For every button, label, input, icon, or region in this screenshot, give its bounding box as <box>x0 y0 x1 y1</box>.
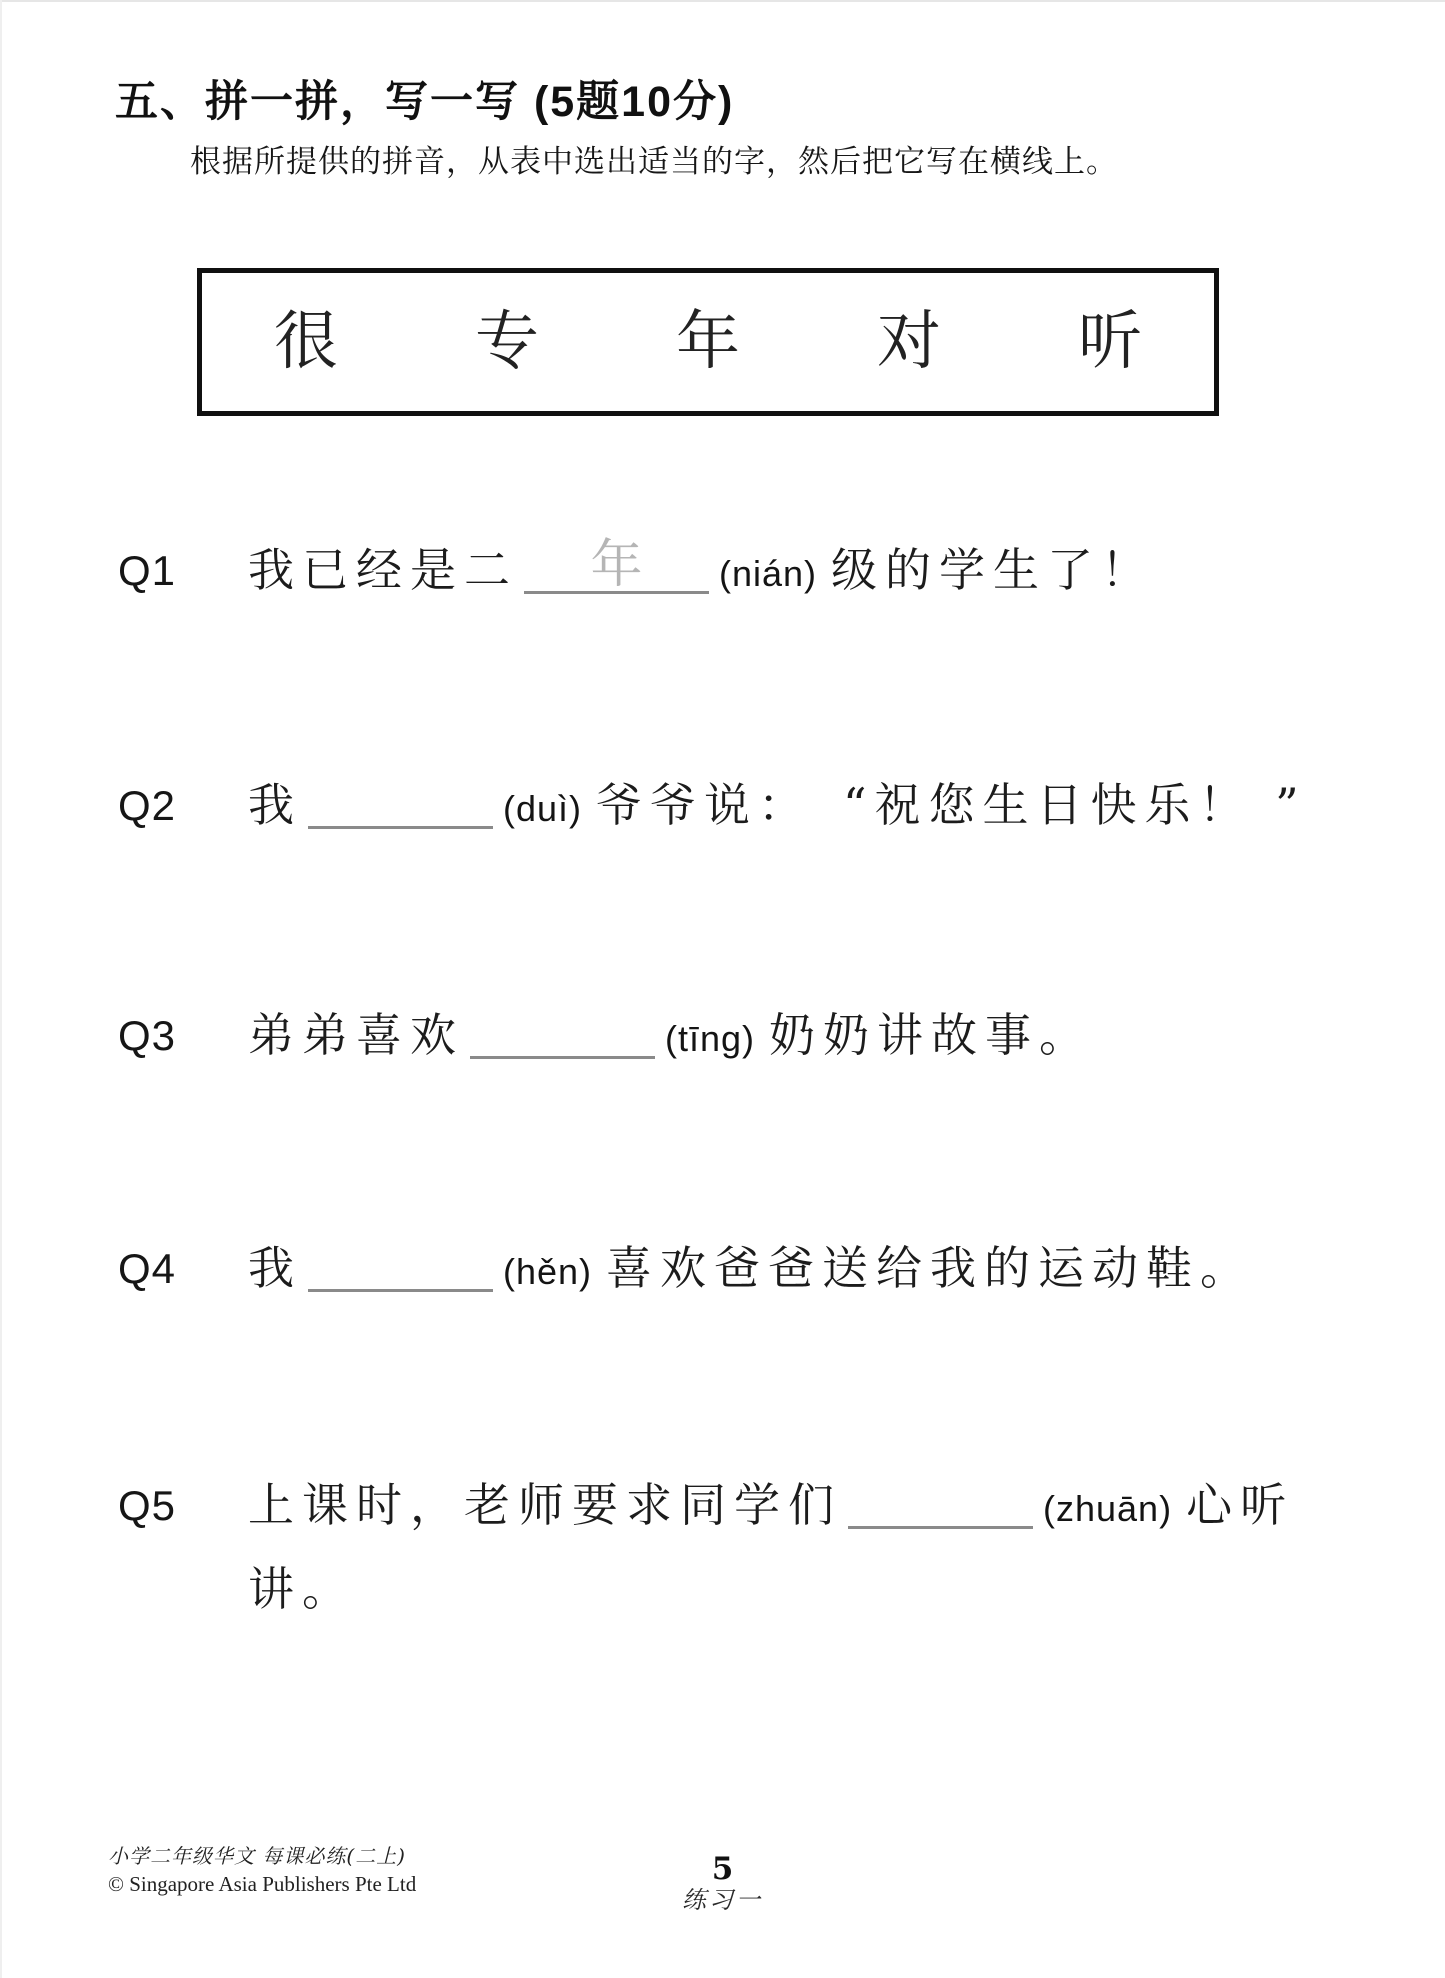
word-bank-box <box>197 268 1219 416</box>
question-row-3 <box>118 995 1395 1079</box>
pinyin-hint-1: (nián) <box>719 553 818 594</box>
pinyin-hint-3: (tīng) <box>665 1018 756 1059</box>
question-text-before: 上课时，老师要求同学们 <box>248 1478 842 1532</box>
page-number: 5 <box>711 1851 734 1887</box>
question-row-1 <box>118 530 1395 614</box>
question-label-1: Q1 <box>118 547 177 594</box>
question-text-before: 我 <box>248 778 302 832</box>
question-text-after: 喜欢爸爸送给我的运动鞋。 <box>606 1241 1255 1295</box>
word-bank-char-4: 对 <box>877 305 941 379</box>
question-content-3 <box>248 995 1395 1079</box>
word-bank-char-1: 很 <box>274 305 338 379</box>
section-instruction: 根据所提供的拼音，从表中选出适当的字，然后把它写在横线上。 <box>190 144 1118 179</box>
question-text-before: 我 <box>248 1241 302 1295</box>
footer-center-block <box>0 1852 1445 1915</box>
section-title: 五、拼一拼，写一写 (5题10分) <box>115 78 735 126</box>
question-text-after: 级的学生了！ <box>831 543 1156 597</box>
question-row-4 <box>118 1228 1395 1312</box>
question-content-2 <box>248 765 1395 849</box>
question-label-5: Q5 <box>118 1482 177 1529</box>
pinyin-hint-5: (zhuān) <box>1043 1488 1173 1529</box>
question-content-5 <box>248 1465 1395 1630</box>
question-content-4 <box>248 1228 1395 1312</box>
scan-edge-top <box>0 0 1445 2</box>
answer-blank-3[interactable] <box>470 1004 655 1059</box>
sample-answer-1: 年 <box>590 535 643 595</box>
question-text-after: 奶奶讲故事。 <box>769 1008 1094 1062</box>
question-row-5 <box>118 1465 1395 1630</box>
answer-blank-2[interactable] <box>308 774 493 829</box>
answer-blank-5[interactable] <box>848 1474 1033 1529</box>
word-bank-char-3: 年 <box>676 305 740 379</box>
question-text-after: 心听讲。 <box>248 1478 1295 1616</box>
pinyin-hint-2: (duì) <box>503 788 583 829</box>
answer-blank-1[interactable] <box>524 535 709 595</box>
scan-edge-left <box>0 0 2 1978</box>
question-text-before: 我已经是二 <box>248 543 518 597</box>
word-bank-char-2: 专 <box>475 305 539 379</box>
pinyin-hint-4: (hěn) <box>503 1251 593 1292</box>
question-text-after: 爷爷说： “祝您生日快乐！ ” <box>596 778 1307 832</box>
word-bank-char-5: 听 <box>1078 305 1142 379</box>
copyright-notice: © Singapore Asia Publishers Pte Ltd <box>108 1872 417 1896</box>
book-series-title: 小学二年级华文 每课必练(二上) <box>108 1844 406 1868</box>
answer-blank-4[interactable] <box>308 1237 493 1292</box>
question-label-3: Q3 <box>118 1012 177 1059</box>
exercise-label: 练习一 <box>682 1886 763 1915</box>
question-content-1 <box>248 530 1395 614</box>
question-label-4: Q4 <box>118 1245 177 1292</box>
question-row-2 <box>118 765 1395 849</box>
question-label-2: Q2 <box>118 782 177 829</box>
question-text-before: 弟弟喜欢 <box>248 1008 464 1062</box>
